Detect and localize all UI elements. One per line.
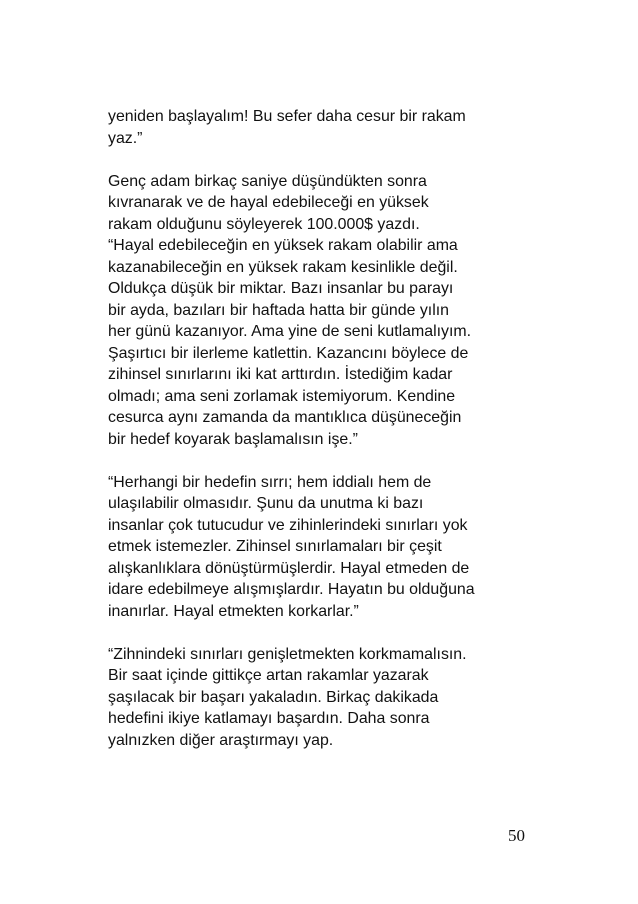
text-line: yaz.” [108, 129, 143, 147]
text-line: alışkanlıklara dönüştürmüşlerdir. Hayal etmeden de [108, 559, 470, 577]
text-line: Bir saat içinde gittikçe artan rakamlar yazarak [108, 667, 429, 684]
text-line: kıvranarak ve de hayal edebileceği en yüksek [108, 194, 429, 211]
text-line: her günü kazanıyor. Ama yine de seni kutlamalıyım. [108, 323, 472, 340]
text-line: şaşılacak bir başarı yakaladın. Birkaç dakikada [108, 688, 439, 706]
text-line: bir ayda, bazıları bir haftada hatta bir günde yılın [108, 301, 449, 319]
text-line: yalnızken diğer araştırmayı yap. [108, 731, 334, 749]
body-text [108, 106, 548, 773]
text-line: kazanabileceğin en yüksek rakam kesinlikle değil. [108, 258, 458, 276]
text-line: Şaşırtıcı bir ilerleme katlettin. Kazancını böylece de [108, 344, 469, 362]
text-line: insanlar çok tutucudur ve zihinlerindeki sınırları yok [108, 516, 468, 534]
text-line: “Herhangi bir hedefin sırrı; hem iddialı hem de [108, 473, 432, 491]
text-line: ulaşılabilir olmasıdır. Şunu da unutma ki bazı [108, 495, 424, 512]
text-line: Genç adam birkaç saniye düşündükten sonra [108, 172, 427, 190]
text-line: Oldukça düşük bir miktar. Bazı insanlar bu parayı [108, 280, 454, 297]
text-line: yeniden başlayalım! Bu sefer daha cesur bir rakam [108, 108, 466, 125]
text-line: cesurca aynı zamanda da mantıklıca düşüneceğin [108, 409, 462, 426]
page-number: 50 [508, 826, 525, 845]
text-line: “Hayal edebileceğin en yüksek rakam olabilir ama [108, 237, 458, 254]
paragraph-2 [108, 171, 548, 451]
text-line: bir hedef koyarak başlamalısın işe.” [108, 430, 358, 448]
text-line: zihinsel sınırlarını iki kat arttırdın. İstediğim kadar [108, 366, 453, 383]
text-line: inanırlar. Hayal etmekten korkarlar.” [108, 602, 359, 620]
paragraph-1 [108, 106, 548, 149]
text-line: hedefini ikiye katlamayı başardın. Daha sonra [108, 710, 430, 727]
paragraph-3 [108, 472, 548, 623]
text-line: idare edebilmeye alışmışlardır. Hayatın bu olduğuna [108, 581, 475, 598]
text-line: olmadı; ama seni zorlamak istemiyorum. Kendine [108, 387, 456, 405]
text-line: rakam olduğunu söyleyerek 100.000$ yazdı. [108, 215, 420, 233]
text-line: etmek istemezler. Zihinsel sınırlamaları bir çeşit [108, 538, 442, 555]
text-line: “Zihnindeki sınırları genişletmekten korkmamalısın. [108, 645, 467, 663]
paragraph-4 [108, 644, 548, 752]
